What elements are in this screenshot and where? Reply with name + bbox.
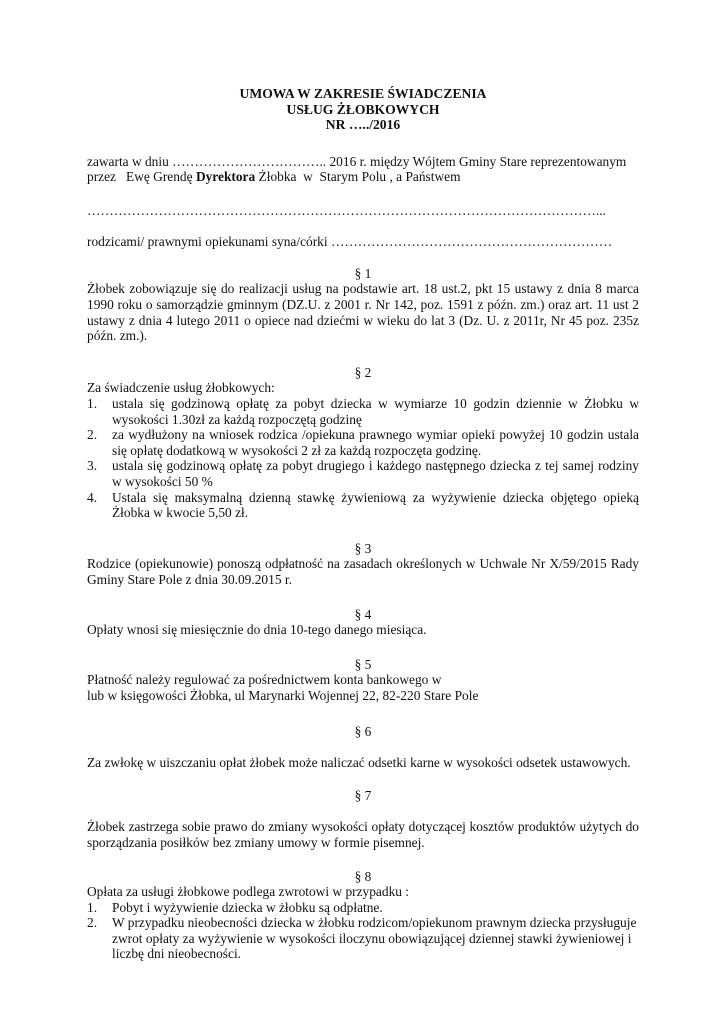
intro-line-1: zawarta w dniu …………………………….. 2016 r. między Wójtem Gminy Stare reprezentowanym xyxy=(87,153,627,169)
section-2-list xyxy=(87,396,639,521)
section-6-heading: § 6 xyxy=(354,723,372,739)
intro-line-2-post: Żłobka w Starym Polu , a Państwem xyxy=(255,169,461,185)
section-5-line-2: lub w księgowości Żłobka, ul Marynarki Wojennej 22, 82-220 Stare Pole xyxy=(87,687,479,703)
list-number: 2. xyxy=(87,427,98,443)
section-8-heading: § 8 xyxy=(354,868,372,884)
list-number: 1. xyxy=(87,396,98,412)
section-4-heading: § 4 xyxy=(354,606,372,622)
document-title xyxy=(87,86,639,133)
section-7-heading: § 7 xyxy=(354,787,372,803)
section-8-list xyxy=(87,900,639,962)
section-1-text: Żłobek zobowiązuje się do realizacji usług na podstawie art. 18 ust.2, pkt 15 ustawy z dnia 8 marca 1990 roku o samorządzie gminnym (DZ.U. z 2001 r. Nr 142, poz. 1591 z późn. zm.) oraz art. 11 ust 2 ustawy z dnia 4 lutego 2011 o opiece nad dziećmi w wieku do lat 3 (Dz. U. z 2011r, Nr 45 poz. 235z późn. zm.). xyxy=(87,281,639,344)
list-text: Pobyt i wyżywienie dziecka w żłobku są odpłatne. xyxy=(112,899,383,915)
party-dotted-line: ……………………………………………………………………………………………………... xyxy=(87,202,606,218)
section-4-text: Opłaty wnosi się miesięcznie do dnia 10-tego danego miesiąca. xyxy=(87,622,427,638)
list-text: W przypadku nieobecności dziecka w żłobku rodzicom/opiekunom prawnym dziecka przysługuje zwrot opłaty za wyżywienie w wysokości iloczynu obowiązującej dziennej stawki żywieniowej i liczbę dni nieobecności. xyxy=(112,915,637,962)
section-5-heading: § 5 xyxy=(354,656,372,672)
list-text: ustala się godzinową opłatę za pobyt dziecka w wymiarze 10 godzin dziennie w Żłobku w wysokości 1.30zł za każdą rozpoczętą godzinę xyxy=(112,396,639,427)
section-6-text: Za zwłokę w uiszczaniu opłat żłobek może naliczać odsetki karne w wysokości odsetek ustawowych. xyxy=(87,755,631,771)
list-number: 2. xyxy=(87,915,98,931)
list-item xyxy=(87,915,639,962)
section-3-text: Rodzice (opiekunowie) ponoszą odpłatność na zasadach określonych w Uchwale Nr X/59/2015 Rady Gminy Stare Pole z dnia 30.09.2015 r. xyxy=(87,556,639,587)
section-3-heading: § 3 xyxy=(354,540,372,556)
list-number: 4. xyxy=(87,489,98,505)
section-1-heading: § 1 xyxy=(354,265,372,281)
section-2-lead: Za świadczenie usług żłobkowych: xyxy=(87,380,275,396)
list-text: za wydłużony na wniosek rodzica /opiekuna prawnego wymiar opieki powyżej 10 godzin ustala się opłatę dodatkową w wysokości 2 zł za każdą rozpoczęta godzinę. xyxy=(112,427,639,458)
list-number: 3. xyxy=(87,458,98,474)
list-item xyxy=(87,396,639,427)
list-text: ustala się godzinową opłatę za pobyt drugiego i każdego następnego dziecka z tej samej rodziny w wysokości 50 % xyxy=(112,458,639,489)
intro-line-2-pre: przez Ewę Grendę xyxy=(87,169,196,185)
section-8-lead: Opłata za usługi żłobkowe podlega zwrotowi w przypadku : xyxy=(87,884,410,900)
list-text: Ustala się maksymalną dzienną stawkę żywieniową za wyżywienie dziecka objętego opieką Żłobka w kwocie 5,50 zł. xyxy=(112,489,639,521)
list-item xyxy=(87,900,639,916)
list-number: 1. xyxy=(87,899,98,915)
section-5-line-1: Płatność należy regulować za pośrednictwem konta bankowego w xyxy=(87,672,442,688)
intro-line-2 xyxy=(87,169,639,185)
title-line-2: USŁUG ŻŁOBKOWYCH xyxy=(286,101,440,117)
title-line-1: UMOWA W ZAKRESIE ŚWIADCZENIA xyxy=(239,86,487,101)
section-7-text: Żłobek zastrzega sobie prawo do zmiany wysokości opłaty dotyczącej kosztów produktów użytych do sporządzania posiłków bez zmiany umowy w formie pisemnej. xyxy=(87,819,639,850)
intro-role: Dyrektora xyxy=(195,169,256,185)
document-body xyxy=(87,86,639,962)
title-line-3: NR …../2016 xyxy=(325,117,401,132)
section-2-heading: § 2 xyxy=(354,364,372,380)
parents-line: rodzicami/ prawnymi opiekunami syna/córki ……………………………………………………… xyxy=(87,234,613,250)
list-item xyxy=(87,490,639,521)
list-item xyxy=(87,458,639,489)
list-item xyxy=(87,427,639,458)
